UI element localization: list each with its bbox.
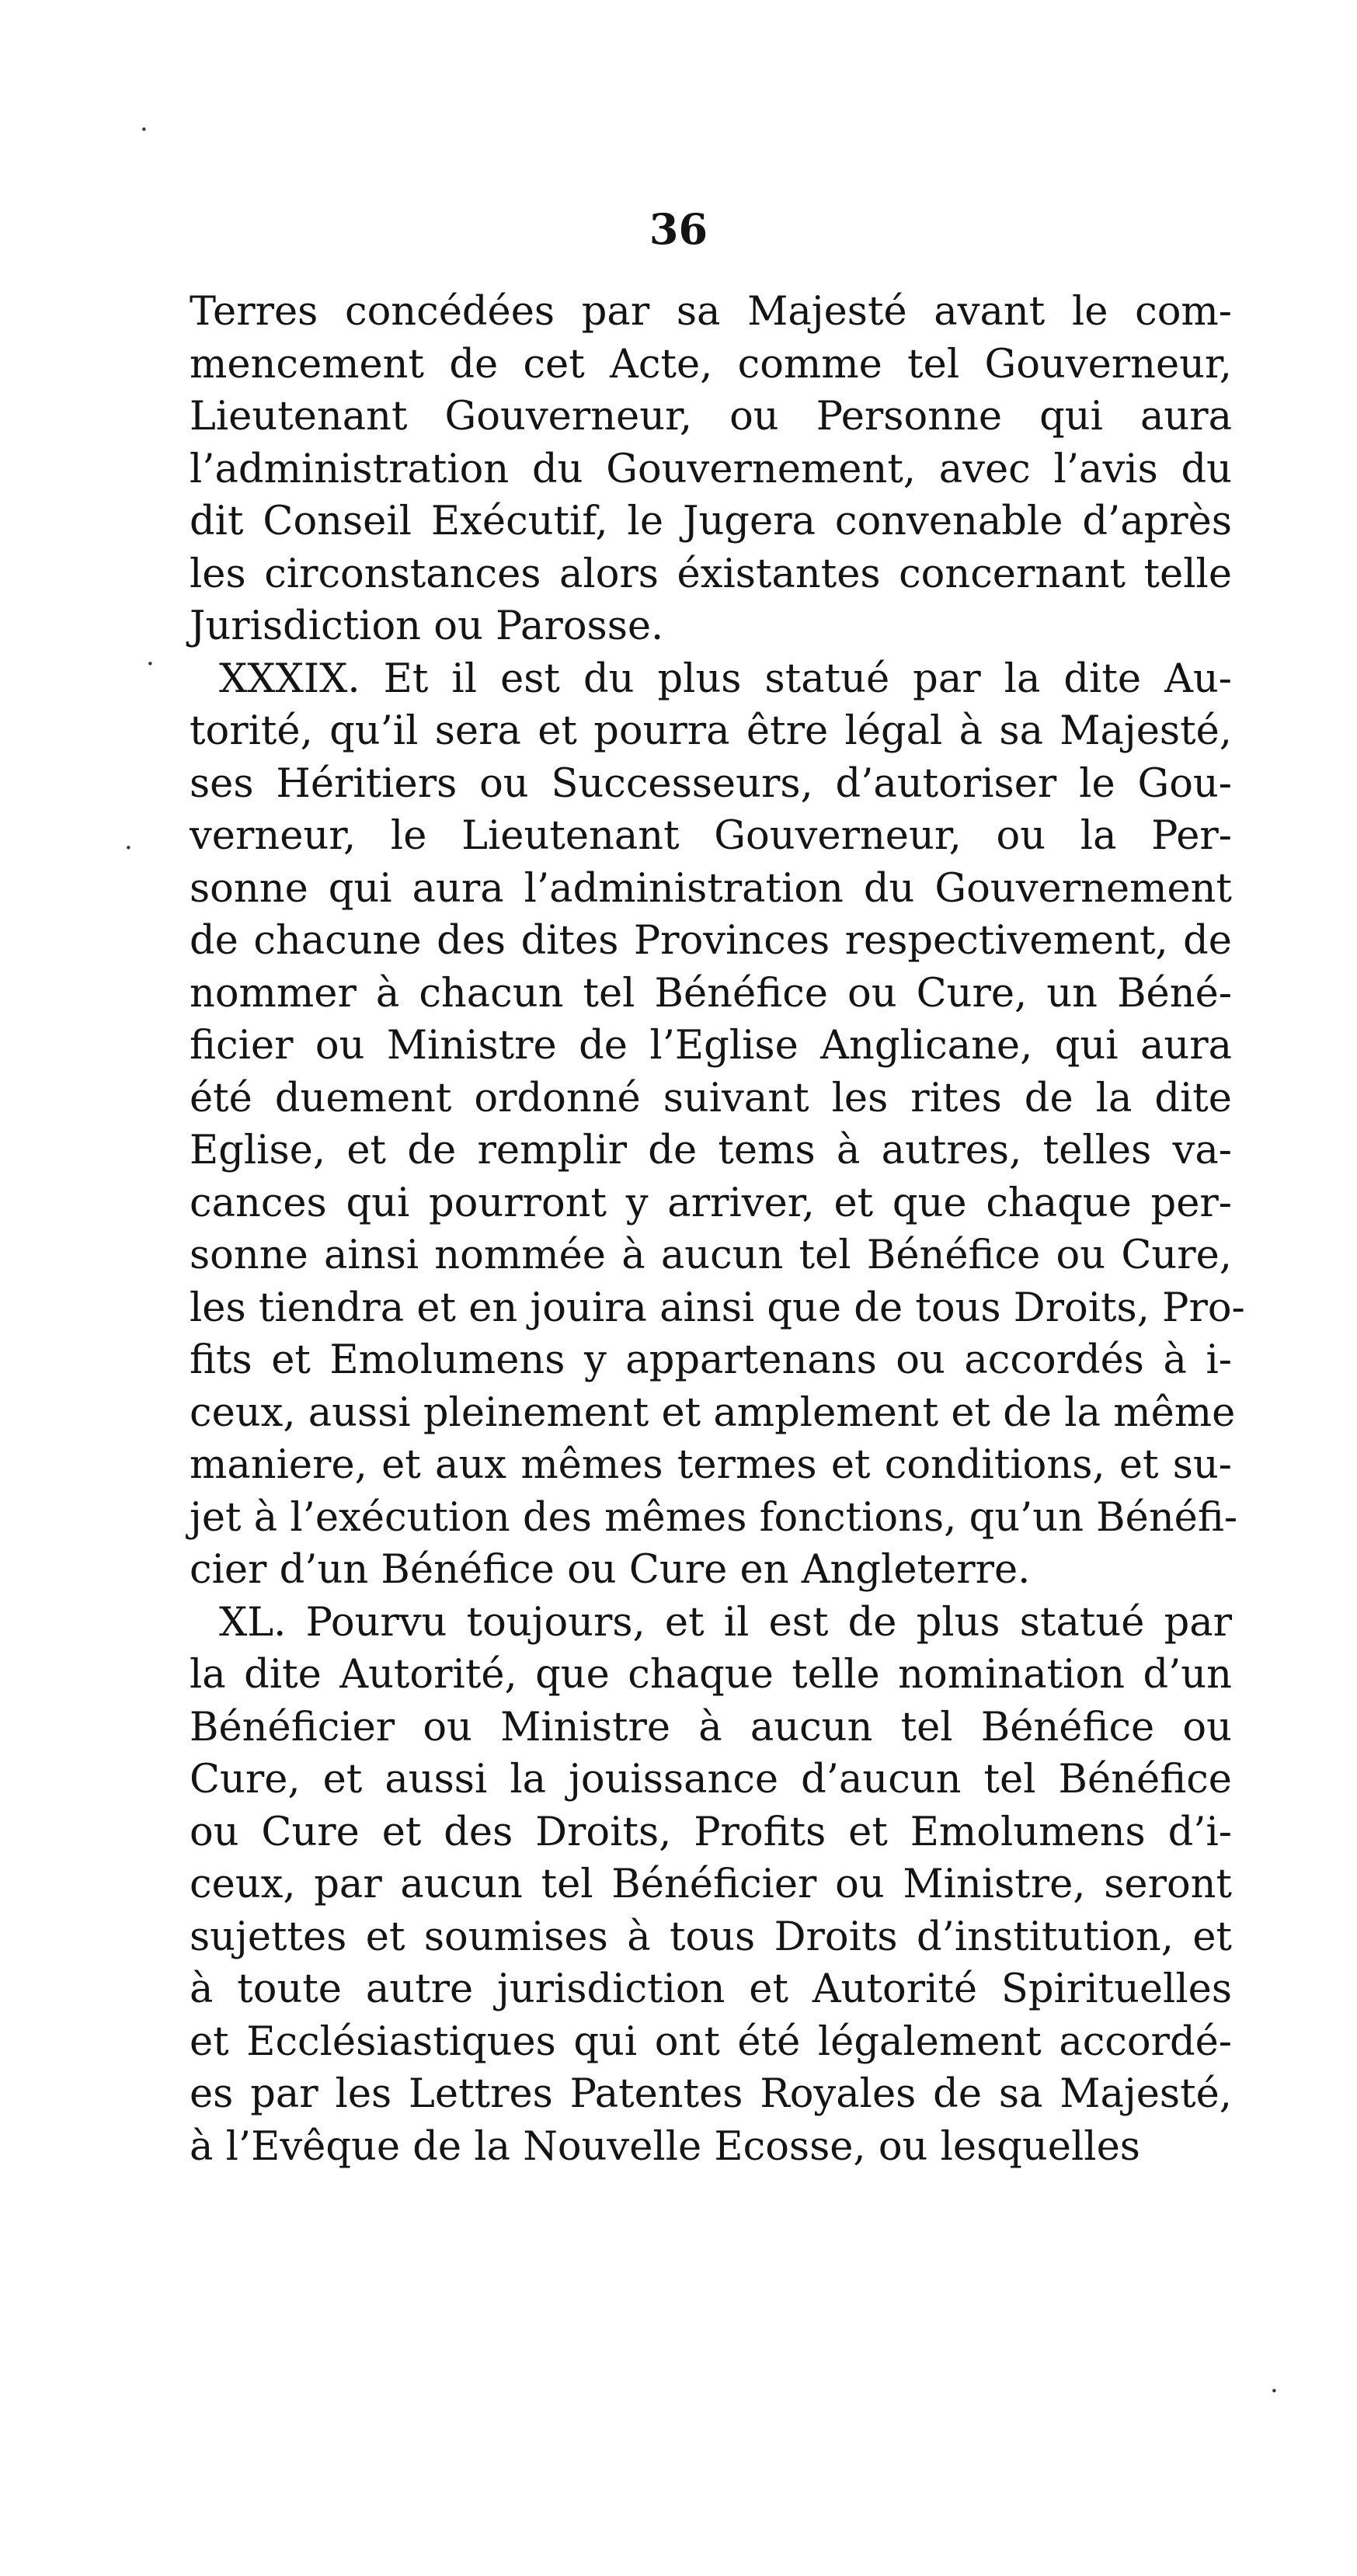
text-line: mencement de cet Acte, comme tel Gouverneur, — [190, 341, 1232, 388]
body-text — [190, 286, 1245, 2173]
text-line: es par les Lettres Patentes Royales de sa Majesté, — [190, 2071, 1232, 2117]
text-line: cier d’un Bénéfice ou Cure en Angleterre. — [190, 1547, 1031, 1593]
print-speck: · — [1270, 2376, 1279, 2407]
text-line: à l’Evêque de la Nouvelle Ecosse, ou lesquelles — [190, 2123, 1140, 2170]
print-speck: · — [146, 648, 155, 680]
text-line: XL. Pourvu toujours, et il est de plus statué par — [219, 1599, 1232, 1646]
text-line: été duement ordonné suivant les rites de la dite — [190, 1075, 1232, 1121]
text-line: Bénéficier ou Ministre à aucun tel Bénéfice ou — [190, 1704, 1232, 1750]
text-line: à toute autre jurisdiction et Autorité Spirituelles — [190, 1966, 1232, 2012]
text-line: ficier ou Ministre de l’Eglise Anglicane, qui aura — [190, 1023, 1232, 1069]
text-line: sonne ainsi nommée à aucun tel Bénéfice ou Cure, — [190, 1232, 1232, 1278]
print-speck: · — [124, 833, 133, 864]
text-line: la dite Autorité, que chaque telle nomination d’un — [190, 1652, 1232, 1698]
paragraph-article-xl — [190, 1597, 1232, 2174]
page-number: 36 — [649, 204, 708, 254]
text-line: Jurisdiction ou Parosse. — [190, 603, 664, 649]
text-line: nommer à chacun tel Bénéfice ou Cure, un Béné- — [190, 970, 1232, 1017]
text-line: cances qui pourront y arriver, et que chaque per- — [190, 1180, 1232, 1226]
text-line: maniere, et aux mêmes termes et conditions, et su- — [190, 1442, 1232, 1488]
text-line: XXXIX. Et il est du plus statué par la dite Au- — [219, 655, 1232, 702]
text-line: et Ecclésiastiques qui ont été légalement accordé- — [190, 2018, 1232, 2065]
text-line: les circonstances alors éxistantes concernant telle — [190, 551, 1232, 597]
text-line: verneur, le Lieutenant Gouverneur, ou la Per- — [190, 813, 1232, 859]
text-line: l’administration du Gouvernement, avec l’avis du — [190, 446, 1232, 492]
text-line: de chacune des dites Provinces respectivement, de — [190, 918, 1232, 964]
text-line: sujettes et soumises à tous Droits d’institution, et — [190, 1914, 1232, 1960]
text-line: Terres concédées par sa Majesté avant le com- — [190, 289, 1232, 335]
text-line: Cure, et aussi la jouissance d’aucun tel Bénéfice — [190, 1757, 1232, 1803]
text-line: ceux, aussi pleinement et amplement et de la même — [190, 1389, 1236, 1436]
text-line: ou Cure et des Droits, Profits et Emolumens d’i- — [190, 1809, 1232, 1855]
text-line: jet à l’exécution des mêmes fonctions, qu’un Bénéfi- — [190, 1494, 1238, 1541]
text-line: Lieutenant Gouverneur, ou Personne qui aura — [190, 394, 1232, 440]
paragraph-article-xxxix — [190, 653, 1245, 1597]
text-line: les tiendra et en jouira ainsi que de tous Droits, Pro- — [190, 1285, 1245, 1331]
text-line: ceux, par aucun tel Bénéficier ou Ministre, seront — [190, 1862, 1232, 1907]
text-line: sonne qui aura l’administration du Gouvernement — [190, 865, 1232, 912]
text-line: ses Héritiers ou Successeurs, d’autoriser le Gou- — [190, 760, 1232, 807]
text-line: fits et Emolumens y appartenans ou accordés à i- — [190, 1337, 1232, 1383]
text-line: torité, qu’il sera et pourra être légal à sa Majesté, — [190, 708, 1232, 754]
paragraph-1 — [190, 286, 1232, 653]
text-line: Eglise, et de remplir de tems à autres, telles va- — [190, 1128, 1232, 1173]
print-speck: · — [140, 114, 148, 145]
text-line: dit Conseil Exécutif, le Jugera convenable d’après — [190, 499, 1232, 544]
